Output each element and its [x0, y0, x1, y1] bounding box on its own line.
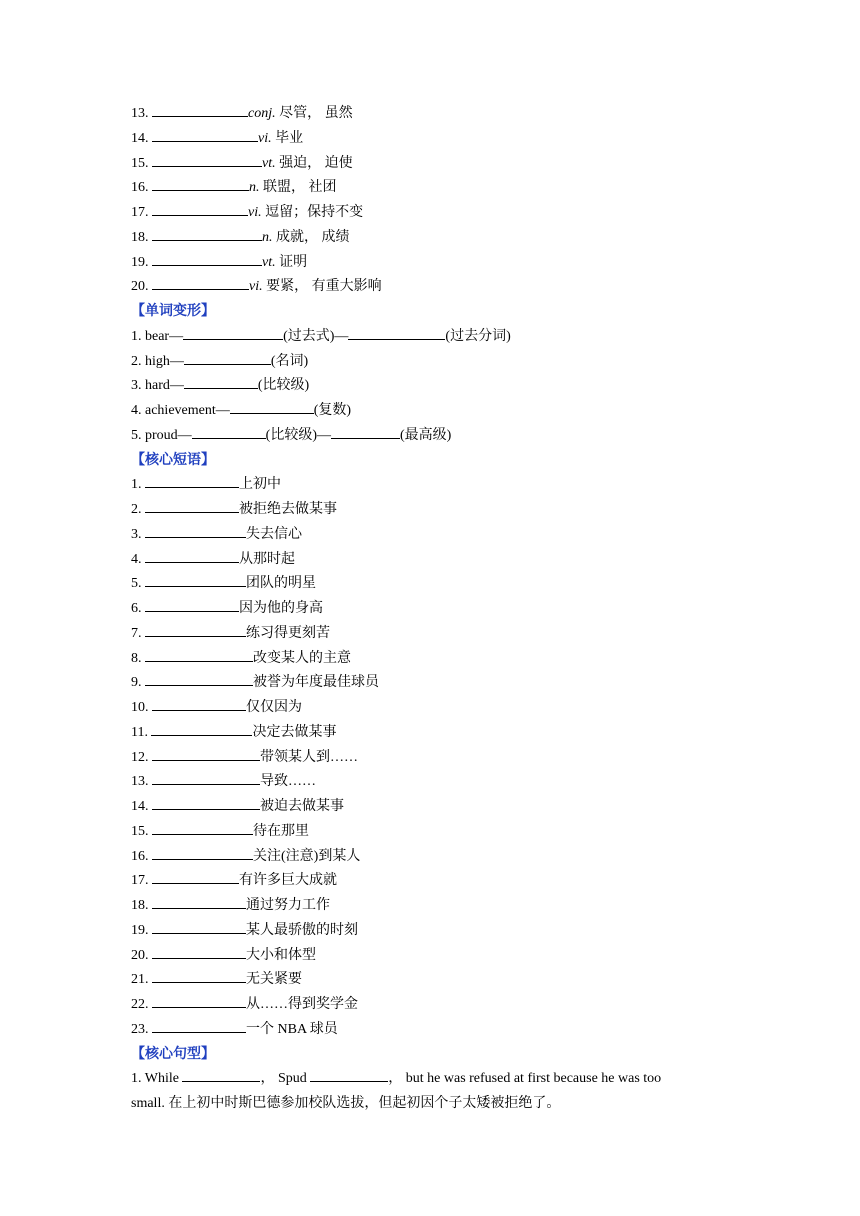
vocab-item: [131, 152, 731, 177]
phrase-item: [131, 770, 731, 795]
phrase-meaning: 从那时起: [239, 551, 295, 567]
answer-blank[interactable]: [152, 968, 246, 983]
item-number: 1.: [131, 477, 142, 493]
phrase-item: [131, 473, 731, 498]
item-number: 12.: [131, 749, 149, 765]
form-note: (最高级): [400, 427, 452, 443]
answer-blank[interactable]: [310, 1067, 388, 1082]
item-number: 14.: [131, 799, 149, 814]
item-number: 9.: [131, 675, 142, 691]
answer-blank[interactable]: [145, 498, 239, 513]
vocab-item: [131, 251, 731, 276]
item-number: 18.: [131, 898, 149, 913]
vocab-item: [131, 176, 731, 201]
answer-blank[interactable]: [192, 424, 266, 439]
answer-blank[interactable]: [152, 102, 248, 117]
meaning: 尽管， 虽然: [279, 106, 353, 121]
word-stem: 5. proud—: [131, 427, 192, 443]
phrase-item: [131, 894, 731, 919]
answer-blank[interactable]: [152, 993, 246, 1008]
document-page: [131, 102, 731, 1117]
phrase-item: [131, 746, 731, 771]
item-number: 11.: [131, 724, 148, 740]
item-number: 14.: [131, 130, 149, 146]
answer-blank[interactable]: [145, 473, 239, 488]
answer-blank[interactable]: [152, 919, 246, 934]
item-number: 20.: [131, 279, 149, 295]
word-form-item: [131, 399, 731, 424]
answer-blank[interactable]: [152, 944, 246, 959]
phrase-meaning: 改变某人的主意: [253, 650, 351, 666]
answer-blank[interactable]: [152, 795, 260, 810]
sentence-text: ， but he was refused at first because he was too: [388, 1071, 662, 1087]
word-stem: 1. bear—: [131, 328, 184, 344]
phrase-meaning: 决定去做某事: [252, 724, 337, 740]
item-number: 19.: [131, 922, 149, 938]
meaning: 强迫， 迫使: [279, 155, 353, 171]
word-form-item: [131, 350, 731, 375]
item-number: 7.: [131, 625, 142, 641]
phrase-item: [131, 869, 731, 894]
answer-blank[interactable]: [145, 671, 253, 686]
item-number: 2.: [131, 502, 142, 517]
sentence-text: small. 在上初中时斯巴德参加校队选拔，但起初因个子太矮被拒绝了。: [131, 1096, 561, 1111]
answer-blank[interactable]: [145, 523, 246, 538]
item-number: 13.: [131, 774, 149, 790]
meaning: 逗留；保持不变: [265, 205, 364, 220]
phrase-item: [131, 622, 731, 647]
phrase-meaning: 待在那里: [253, 823, 309, 839]
answer-blank[interactable]: [145, 622, 246, 637]
sentences-heading: 【核心句型】: [131, 1046, 215, 1062]
part-of-speech: vt.: [262, 254, 276, 270]
phrases-heading: 【核心短语】: [131, 452, 215, 468]
answer-blank[interactable]: [152, 820, 253, 835]
phrase-meaning: 一个 NBA 球员: [246, 1021, 338, 1037]
item-number: 15.: [131, 155, 149, 171]
item-number: 17.: [131, 873, 149, 889]
form-note: (复数): [313, 403, 352, 418]
phrase-item: [131, 671, 731, 696]
phrase-item: [131, 572, 731, 597]
meaning: 要紧， 有重大影响: [266, 279, 382, 295]
part-of-speech: conj.: [248, 106, 276, 121]
item-number: 13.: [131, 106, 149, 121]
form-note: (名词): [270, 353, 309, 369]
phrase-meaning: 因为他的身高: [239, 601, 323, 616]
phrase-meaning: 被迫去做某事: [260, 799, 344, 814]
phrase-meaning: 带领某人到……: [260, 749, 358, 765]
answer-blank[interactable]: [184, 374, 258, 389]
phrase-meaning: 从……得到奖学金: [246, 997, 358, 1012]
answer-blank[interactable]: [152, 226, 262, 241]
phrase-item: [131, 795, 731, 820]
item-number: 17.: [131, 205, 149, 220]
item-number: 19.: [131, 254, 149, 270]
answer-blank[interactable]: [152, 176, 249, 191]
item-number: 20.: [131, 947, 149, 963]
answer-blank[interactable]: [145, 548, 239, 563]
item-number: 22.: [131, 997, 149, 1012]
item-number: 3.: [131, 526, 142, 542]
phrase-item: [131, 919, 731, 944]
answer-blank[interactable]: [145, 647, 253, 662]
phrase-item: [131, 1018, 731, 1043]
phrase-meaning: 通过努力工作: [246, 898, 330, 913]
vocab-item: [131, 275, 731, 300]
part-of-speech: vi.: [249, 279, 263, 295]
form-note: (过去式)—: [283, 328, 349, 344]
item-number: 15.: [131, 823, 149, 839]
part-of-speech: vi.: [248, 205, 262, 220]
vocab-list: [131, 102, 731, 300]
phrase-meaning: 失去信心: [246, 526, 302, 542]
meaning: 毕业: [275, 130, 304, 146]
item-number: 23.: [131, 1021, 149, 1037]
word-form-item: [131, 424, 731, 449]
meaning: 证明: [279, 254, 308, 270]
form-note: (过去分词): [445, 328, 511, 344]
answer-blank[interactable]: [152, 275, 249, 290]
meaning: 联盟， 社团: [263, 180, 337, 196]
word-form-item: [131, 325, 731, 350]
word-stem: 4. achievement—: [131, 403, 230, 418]
phrase-meaning: 导致……: [260, 774, 316, 790]
form-note: (比较级): [257, 378, 310, 394]
phrase-item: [131, 498, 731, 523]
phrase-meaning: 有许多巨大成就: [239, 873, 337, 889]
phrase-meaning: 关注(注意)到某人: [253, 848, 361, 864]
answer-blank[interactable]: [152, 845, 253, 860]
sentence-text: 1. While: [131, 1071, 179, 1087]
word-forms-heading: 【单词变形】: [131, 304, 215, 319]
phrase-item: [131, 647, 731, 672]
phrase-meaning: 仅仅因为: [246, 700, 302, 715]
part-of-speech: n.: [249, 180, 260, 196]
answer-blank[interactable]: [348, 325, 445, 340]
phrase-meaning: 练习得更刻苦: [246, 625, 330, 641]
answer-blank[interactable]: [152, 201, 248, 216]
answer-blank[interactable]: [152, 1018, 246, 1033]
vocab-item: [131, 226, 731, 251]
vocab-item: [131, 102, 731, 127]
answer-blank[interactable]: [145, 572, 246, 587]
answer-blank[interactable]: [184, 350, 271, 365]
meaning: 成就， 成绩: [276, 229, 350, 245]
phrase-item: [131, 993, 731, 1018]
answer-blank[interactable]: [145, 597, 239, 612]
answer-blank[interactable]: [152, 894, 246, 909]
part-of-speech: vi.: [258, 130, 272, 146]
phrase-item: [131, 721, 731, 746]
sentence-1: [131, 1067, 715, 1117]
answer-blank[interactable]: [183, 325, 283, 340]
item-number: 4.: [131, 551, 142, 567]
item-number: 5.: [131, 576, 142, 592]
phrase-meaning: 某人最骄傲的时刻: [246, 922, 358, 938]
word-stem: 2. high—: [131, 353, 184, 369]
item-number: 10.: [131, 700, 149, 715]
sentence-text: ， Spud: [260, 1071, 307, 1087]
answer-blank[interactable]: [331, 424, 400, 439]
answer-blank[interactable]: [230, 399, 314, 414]
phrase-item: [131, 548, 731, 573]
phrase-item: [131, 597, 731, 622]
phrase-item: [131, 696, 731, 721]
word-form-item: [131, 374, 731, 399]
phrase-meaning: 被誉为年度最佳球员: [253, 675, 379, 691]
item-number: 18.: [131, 229, 149, 245]
answer-blank[interactable]: [152, 746, 260, 761]
item-number: 6.: [131, 601, 142, 616]
item-number: 8.: [131, 650, 142, 666]
part-of-speech: n.: [262, 229, 273, 245]
vocab-item: [131, 201, 731, 226]
phrases-list: [131, 473, 731, 1042]
answer-blank[interactable]: [152, 869, 239, 884]
phrase-item: [131, 845, 731, 870]
answer-blank[interactable]: [152, 152, 262, 167]
word-stem: 3. hard—: [131, 378, 184, 394]
item-number: 16.: [131, 848, 149, 864]
vocab-item: [131, 127, 731, 152]
answer-blank[interactable]: [152, 696, 246, 711]
word-forms-list: [131, 325, 731, 449]
phrase-item: [131, 968, 731, 993]
part-of-speech: vt.: [262, 155, 276, 171]
answer-blank[interactable]: [151, 721, 252, 736]
phrase-meaning: 大小和体型: [246, 947, 316, 963]
answer-blank[interactable]: [182, 1067, 260, 1082]
phrase-item: [131, 820, 731, 845]
phrase-meaning: 无关紧要: [246, 972, 302, 988]
phrase-meaning: 被拒绝去做某事: [239, 502, 337, 517]
answer-blank[interactable]: [152, 770, 260, 785]
form-note: (比较级)—: [265, 427, 331, 443]
phrase-item: [131, 944, 731, 969]
item-number: 21.: [131, 972, 149, 988]
answer-blank[interactable]: [152, 127, 258, 142]
phrase-meaning: 上初中: [239, 477, 281, 493]
phrase-item: [131, 523, 731, 548]
phrase-meaning: 团队的明星: [246, 576, 316, 592]
answer-blank[interactable]: [152, 251, 262, 266]
item-number: 16.: [131, 180, 149, 196]
